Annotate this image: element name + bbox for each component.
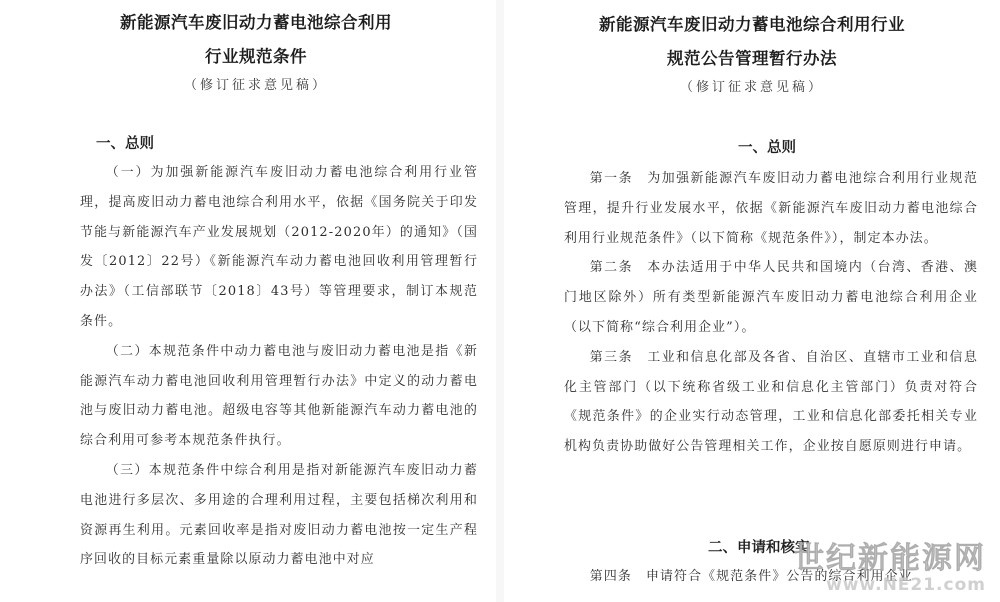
watermark-url: www.NE21.com — [826, 575, 986, 595]
right-body — [564, 164, 978, 462]
right-article-4: 第四条 申请符合《规范条件》公告的综合利用企业 — [589, 569, 913, 584]
right-section-heading-general: 一、总则 — [738, 140, 796, 156]
right-subtitle: （修订征求意见稿） — [679, 80, 824, 95]
left-paragraph-1: （一）为加强新能源汽车废旧动力蓄电池综合利用行业管理，提高废旧动力蓄电池综合利用水平，依据《国务院关于印发节能与新能源汽车产业发展规划（2012-2020年）的通知》（国发〔2012〕22号）《新能源汽车动力蓄电池回收利用管理暂行办法》（工信部联节〔2018〕43号）等管理要求，制订本规范条件。 — [80, 165, 478, 329]
right-document-header — [524, 8, 980, 100]
right-title-line-1: 新能源汽车废旧动力蓄电池综合利用行业 — [599, 15, 905, 34]
right-body-section-2 — [564, 562, 978, 592]
right-title-line-2: 规范公告管理暂行办法 — [667, 49, 837, 68]
left-paragraph-3: （三）本规范条件中综合利用是指对新能源汽车废旧动力蓄电池进行多层次、多用途的合理利用过程，主要包括梯次利用和资源再生利用。元素回收率是指对废旧动力蓄电池按一定生产程序回收的目标元素重量除以原动力蓄电池中对应 — [80, 462, 478, 568]
right-section-heading-application: 二、申请和核实 — [708, 540, 810, 556]
right-article-3: 第三条 工业和信息化部及各省、自治区、直辖市工业和信息化主管部门（以下统称省级工业和信息化主管部门）负责对符合《规范条件》的企业实行动态管理，工业和信息化部委托相关专业机构负责协助做好公告管理相关工作，企业按自愿原则进行申请。 — [564, 349, 978, 455]
right-document-page — [504, 0, 1000, 602]
left-section-heading-general: 一、总则 — [96, 136, 154, 152]
right-article-2: 第二条 本办法适用于中华人民共和国境内（台湾、香港、澳门地区除外）所有类型新能源汽车废旧动力蓄电池综合利用企业（以下简称“综合利用企业”）。 — [564, 260, 978, 335]
left-document-page — [0, 0, 496, 602]
page-gutter — [496, 0, 504, 602]
left-document-header — [28, 6, 484, 98]
right-article-1: 第一条 为加强新能源汽车废旧动力蓄电池综合利用行业规范管理，提升行业发展水平，依据《新能源汽车废旧动力蓄电池综合利用行业规范条件》（以下简称《规范条件》），制定本办法。 — [564, 171, 978, 246]
left-body — [80, 158, 478, 575]
left-subtitle: （修订征求意见稿） — [183, 78, 328, 93]
left-title-line-2: 行业规范条件 — [205, 47, 307, 66]
left-title-line-1: 新能源汽车废旧动力蓄电池综合利用 — [120, 13, 392, 32]
left-paragraph-2: （二）本规范条件中动力蓄电池与废旧动力蓄电池是指《新能源汽车动力蓄电池回收利用管理暂行办法》中定义的动力蓄电池与废旧动力蓄电池。超级电容等其他新能源汽车动力蓄电池的综合利用可参考本规范条件执行。 — [80, 343, 478, 449]
watermark-site-name: 世纪新能源网 — [794, 541, 986, 576]
